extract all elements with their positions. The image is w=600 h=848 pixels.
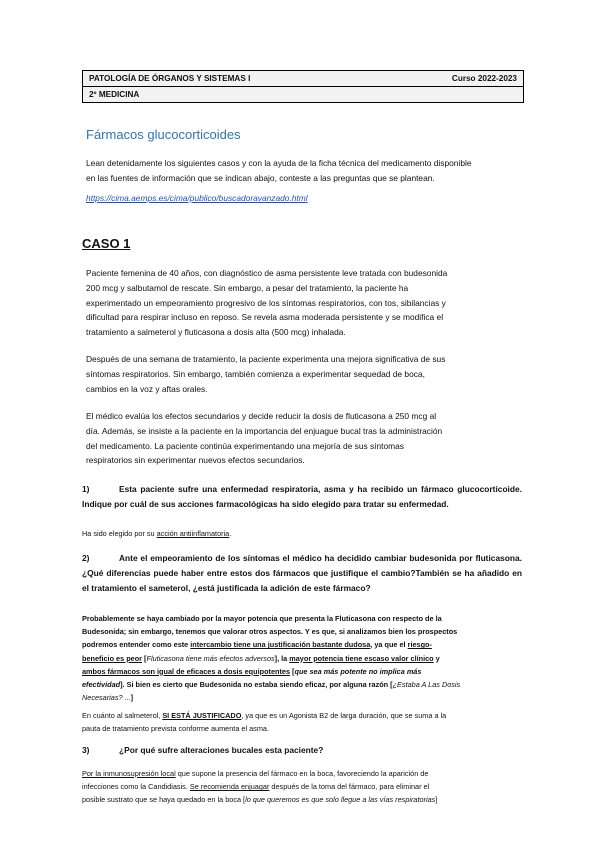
answer-line xyxy=(82,780,522,793)
question-2 xyxy=(82,551,522,596)
year-label: 2º MEDICINA xyxy=(89,90,140,99)
answer-line xyxy=(82,793,522,806)
answer-text: Ha sido elegido por su xyxy=(82,529,157,538)
question-3 xyxy=(82,743,522,758)
case-paragraph-1 xyxy=(86,266,522,340)
answer-highlight: riesgo- xyxy=(407,640,432,650)
answer-note: que sea más potente no implica más xyxy=(294,666,422,676)
answer-highlight: SI ESTÁ JUSTIFICADO xyxy=(162,711,242,720)
answer-2b xyxy=(82,709,522,735)
answer-text: y xyxy=(433,653,440,663)
intro-line-1: Lean detenidamente los siguientes casos y con la ayuda de la ficha técnica del medicamento disponible xyxy=(86,158,472,168)
intro-paragraph xyxy=(86,156,522,186)
text-line: Después de una semana de tratamiento, la paciente experimenta una mejora significativa de sus xyxy=(86,354,446,364)
answer-line xyxy=(82,691,522,704)
question-number: 2) xyxy=(82,553,90,563)
answer-text: ] xyxy=(130,693,134,703)
answer-highlight: acción antiinflamatoria xyxy=(156,529,230,538)
answer-2 xyxy=(82,612,522,704)
text-line: dificultad para respirar incluso en reposo. Se revela asma moderada persistente y se modifica el xyxy=(86,312,444,323)
answer-highlight: beneficio es peor xyxy=(82,653,143,663)
answer-text: ], la xyxy=(274,653,290,663)
answer-note: Fluticasona tiene más efectos adversos xyxy=(146,653,275,663)
answer-text: que supone la presencia del fármaco en la boca, favoreciendo la aparición de xyxy=(175,769,429,778)
question-text: Ante el empeoramiento de los síntomas el médico ha decidido cambiar budesonida por fluticasona. ¿Qué diferencias puede haber entre estos dos fármacos que justifique el cambio?También se ha añadido en el tratamiento el sameterol, ¿está justificada la adición de este fármaco? xyxy=(82,553,522,593)
answer-highlight: ambos fármacos son igual de eficaces a dosis equipotentes xyxy=(82,666,291,676)
section-title: Fármacos glucocorticoides xyxy=(86,127,241,142)
course-header-table xyxy=(82,70,524,103)
intro-line-2: en las fuentes de información que se indican abajo, conteste a las preguntas que se plantean. xyxy=(86,172,435,183)
intro-link-line xyxy=(86,191,522,206)
text-line: experimentado un empeoramiento progresivo de los síntomas respiratorios, con tos, sibilancias y xyxy=(86,297,446,308)
answer-note: ¿Estaba A Las Dosis xyxy=(392,680,461,690)
answer-text: posible sustrato que se haya quedado en la boca [ xyxy=(82,795,246,805)
text-line: respiratorios sin experimentar nuevos efectos secundarios. xyxy=(86,455,305,466)
text-line: síntomas respiratorios. Sin embargo, también comienza a experimentar sequedad de boca, xyxy=(86,368,425,379)
case-title: CASO 1 xyxy=(82,236,131,251)
text-line: tratamiento a salmeterol y fluticasona a dosis alta (500 mcg) inhalada. xyxy=(86,327,346,338)
answer-note: efectividad xyxy=(82,680,121,690)
answer-line xyxy=(82,678,522,691)
answer-text: En cuánto al salmeterol, xyxy=(82,711,163,720)
answer-note: Necesarias? ... xyxy=(82,693,131,703)
answer-highlight: Por la inmunosupresión local xyxy=(82,769,176,778)
answer-text: , ya que el xyxy=(370,640,408,650)
text-line: cambios en la voz y aftas orales. xyxy=(86,383,208,394)
course-label: Curso 2022-2023 xyxy=(451,74,517,83)
answer-text: podremos entender como este xyxy=(82,640,191,650)
text-line: del medicamento. La paciente continúa experimentando una mejoría de sus síntomas xyxy=(86,440,404,451)
text-line: Paciente femenina de 40 años, con diagnóstico de asma persistente leve tratada con budesonida xyxy=(86,268,448,278)
answer-line xyxy=(82,709,522,722)
question-number: 1) xyxy=(82,484,90,494)
answer-3 xyxy=(82,767,522,807)
answer-highlight: Se recomienda enjuagar xyxy=(189,782,270,792)
answer-text: ] xyxy=(435,795,438,805)
text-line: 200 mcg y salbutamol de rescate. Sin embargo, a pesar del tratamiento, la paciente ha xyxy=(86,282,409,293)
subject-label: PATOLOGÍA DE ÓRGANOS Y SISTEMAS I xyxy=(89,74,251,83)
answer-line xyxy=(82,652,522,665)
answer-text: ]. Si bien es cierto que Budesonida no estaba siendo eficaz, por alguna razón [ xyxy=(120,680,393,690)
answer-text: infecciones como la Candidiasis. xyxy=(82,782,190,792)
cima-link[interactable]: https://cima.aemps.es/cima/publico/buscadoravanzado.html xyxy=(86,193,308,203)
question-text: Esta paciente sufre una enfermedad respiratoria, asma y ha recibido un fármaco glucocorticoide. Indique por cuál de sus acciones farmacológicas ha sido elegido para tratar su enfermedad. xyxy=(82,484,522,509)
answer-text: [ xyxy=(290,666,295,676)
question-number: 3) xyxy=(82,745,90,755)
case-paragraph-2 xyxy=(86,352,522,396)
header-row-2 xyxy=(83,86,523,102)
header-row-1 xyxy=(83,71,523,86)
text-line: El médico evalúa los efectos secundarios y decide reducir la dosis de fluticasona a 250 mcg al xyxy=(86,411,437,421)
answer-line: pauta de tratamiento prevista conforme aumenta el asma. xyxy=(82,724,269,734)
answer-text: , ya que es un Agonista B2 de larga duración, que se suma a la xyxy=(241,711,447,720)
case-paragraph-3 xyxy=(86,409,522,468)
answer-line: Budesonida; sin embargo, tenemos que valorar otros aspectos. Y es que, si analizamos bien los prospectos xyxy=(82,627,458,637)
answer-highlight: intercambio tiene una justificación bastante dudosa xyxy=(190,640,371,650)
answer-line xyxy=(82,767,522,780)
text-line: día. Además, se insiste a la paciente en la importancia del enjuague bucal tras la administración xyxy=(86,425,443,436)
answer-1 xyxy=(82,527,522,540)
answer-note: lo que queremos es que solo llegue a las vías respiratorias xyxy=(245,795,436,805)
answer-line xyxy=(82,665,522,678)
question-1 xyxy=(82,482,522,512)
answer-text: . xyxy=(229,529,232,538)
answer-text: [ xyxy=(142,653,147,663)
question-text: ¿Por qué sufre alteraciones bucales esta paciente? xyxy=(119,745,324,755)
answer-highlight: mayor potencia tiene escaso valor clínico xyxy=(289,653,434,663)
answer-line: Probablemente se haya cambiado por la mayor potencia que presenta la Fluticasona con respecto de la xyxy=(82,614,442,623)
answer-text: después de la toma del fármaco, para eliminar el xyxy=(269,782,430,792)
answer-line xyxy=(82,638,522,651)
